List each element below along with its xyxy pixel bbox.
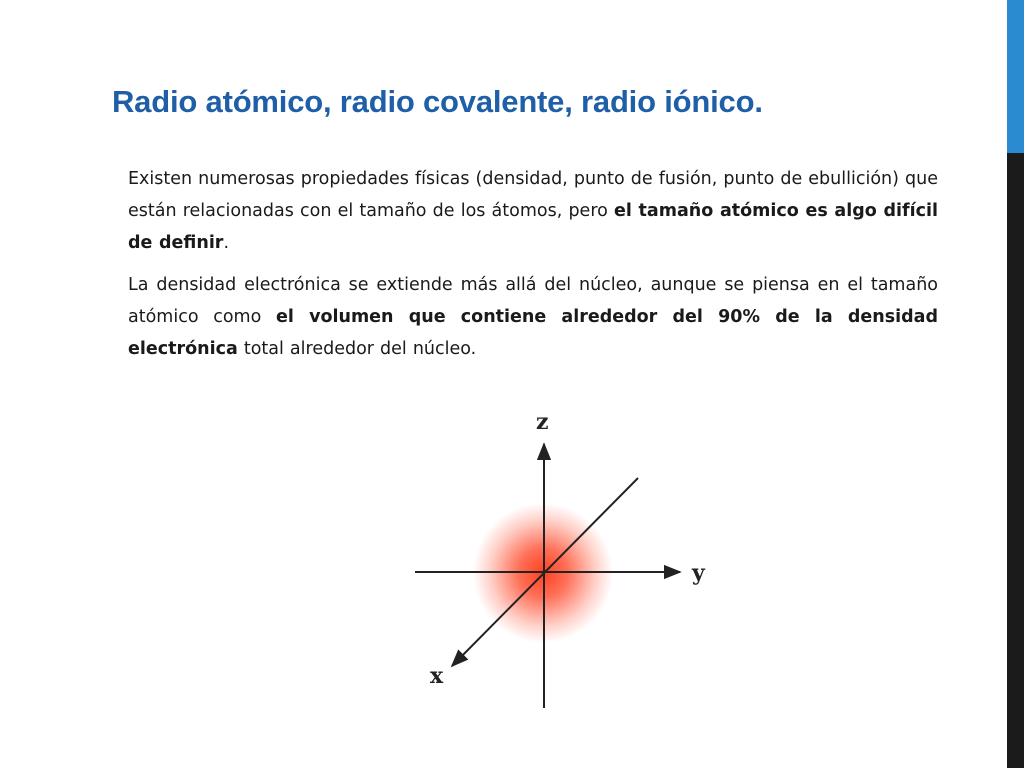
electron-density-diagram [400,400,730,720]
paragraph-1-text-b: . [223,233,230,253]
paragraph-2-text-a: La densidad electrónica se extiende más allá del núcleo, aunque se piensa en el tamaño atómico como [128,275,938,327]
paragraph-2-text-b: total alrededor del núcleo. [237,339,477,359]
right-accent-bar-dark [1007,153,1024,768]
right-accent-bar-blue [1007,0,1024,153]
paragraph-1-text-a: Existen numerosas propiedades físicas (densidad, punto de fusión, punto de ebullición) que están relacionadas con el tamaño de los átomos, pero [128,169,938,221]
right-accent-bar [1007,0,1024,768]
slide-body [128,163,938,375]
x-axis-label: x [430,663,444,689]
paragraph-1-bold: el tamaño atómico es algo difícil de definir [128,201,938,253]
paragraph-1 [128,163,938,259]
z-axis-label: z [536,409,549,435]
y-axis-label: y [692,560,705,586]
paragraph-2-bold: el volumen que contiene alrededor del 90% de la densidad electrónica [128,307,938,359]
slide-title: Radio atómico, radio covalente, radio iónico. [112,84,763,119]
paragraph-2 [128,269,938,365]
